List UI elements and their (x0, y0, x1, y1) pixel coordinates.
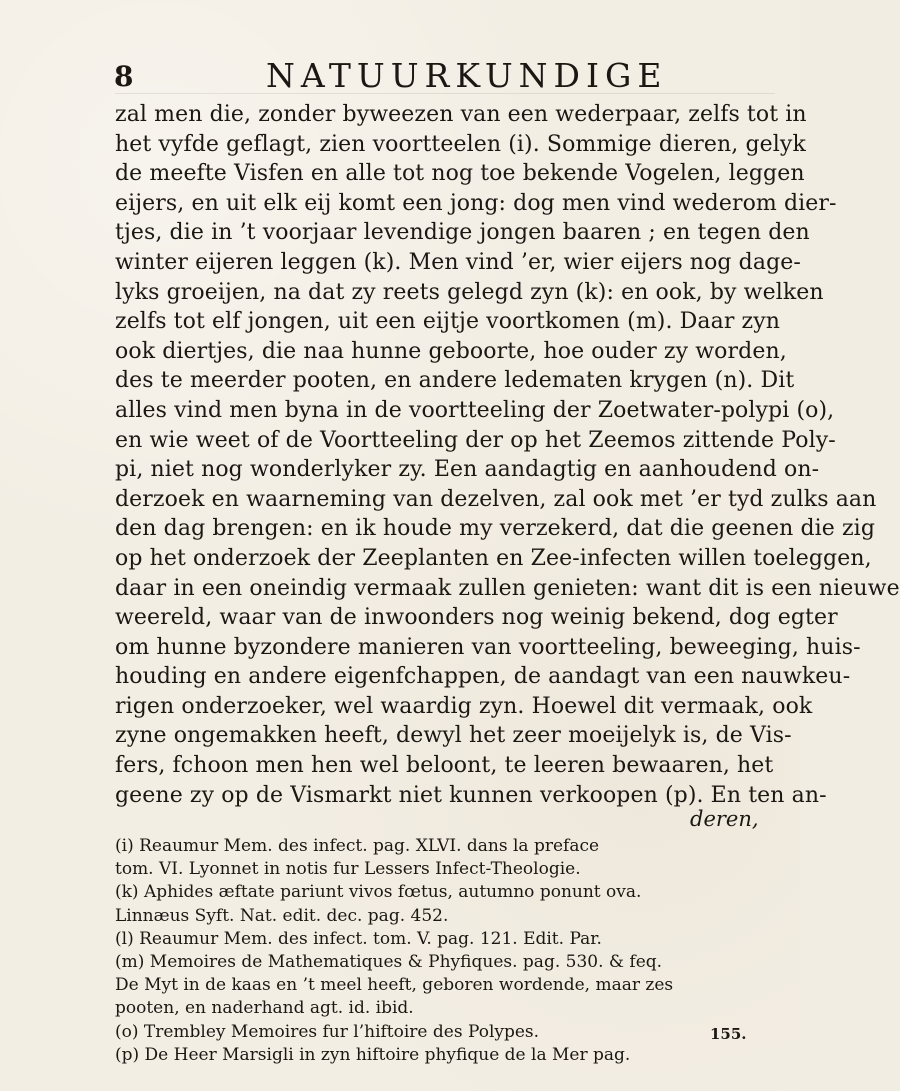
main-text-line: geene zy op de Vismarkt niet kunnen verkoopen (p). En ten an- (115, 782, 827, 808)
footnote-line: (k) Aphides æftate pariunt vivos fœtus, autumno ponunt ova. (115, 882, 642, 903)
page-header (114, 52, 672, 95)
main-text-line: daar in een oneindig vermaak zullen genieten: want dit is een nieuwe (115, 575, 900, 601)
footnote-line: (l) Reaumur Mem. des infect. tom. V. pag. 121. Edit. Par. (115, 928, 602, 949)
main-text-line: en wie weet of de Voortteeling der op het Zeemos zittende Poly- (115, 427, 836, 453)
main-text-line: alles vind men byna in de voortteeling der Zoetwater-polypi (o), (115, 397, 835, 423)
footnote-line: pooten, en naderhand agt. id. ibid. (115, 998, 414, 1019)
main-text-line: weereld, waar van de inwoonders nog weinig bekend, dog egter (115, 605, 838, 631)
main-text-line: winter eijeren leggen (k). Men vind ’er, wier eijers nog dage- (115, 249, 801, 275)
catchword: deren, (690, 807, 759, 831)
main-text-line: eijers, en uit elk eij komt een jong: dog men vind wederom dier- (115, 190, 837, 216)
main-text-line: houding en andere eigenfchappen, de aandagt van een nauwkeu- (115, 664, 851, 690)
main-text-line: zelfs tot elf jongen, uit een eijtje voortkomen (m). Daar zyn (115, 309, 781, 335)
main-text-line: tjes, die in ’t voorjaar levendige jongen baaren ; en tegen den (115, 220, 810, 246)
main-text-line: derzoek en waarneming van dezelven, zal ook met ’er tyd zulks aan (115, 486, 877, 512)
main-text-line: rigen onderzoeker, wel waardig zyn. Hoewel dit vermaak, ook (115, 693, 813, 719)
footnote-line: (p) De Heer Marsigli in zyn hiftoire phyfique de la Mer pag. (115, 1044, 631, 1065)
main-text-line: ook diertjes, die naa hunne geboorte, hoe ouder zy worden, (115, 338, 787, 364)
running-head: NATUURKUNDIGE (266, 56, 668, 95)
footnote-line: (o) Trembley Memoires fur l’hiftoire des Polypes. (115, 1021, 540, 1042)
footnotes (115, 835, 775, 1067)
main-text (115, 100, 900, 810)
footnote-line: (m) Memoires de Mathematiques & Phyfiques. pag. 530. & feq. (115, 951, 663, 972)
main-text-line: op het onderzoek der Zeeplanten en Zee-infecten willen toeleggen, (115, 545, 872, 571)
main-text-line: lyks groeijen, na dat zy reets gelegd zyn (k): en ook, by welken (115, 279, 824, 305)
main-text-line: het vyfde geflagt, zien voortteelen (i). Sommige dieren, gelyk (115, 131, 806, 157)
page-number: 8 (114, 60, 135, 93)
main-text-line: pi, niet nog wonderlyker zy. Een aandagtig en aanhoudend on- (115, 457, 820, 483)
main-text-line: den dag brengen: en ik houde my verzekerd, dat die geenen die zig (115, 516, 875, 542)
footnote-line: Linnæus Syft. Nat. edit. dec. pag. 452. (115, 905, 449, 926)
main-text-line: zyne ongemakken heeft, dewyl het zeer moeijelyk is, de Vis- (115, 723, 792, 749)
footnote-line: De Myt in de kaas en ’t meel heeft, geboren wordende, maar zes (115, 975, 674, 996)
main-text-line: zal men die, zonder byweezen van een wederpaar, zelfs tot in (115, 102, 807, 127)
main-text-line: fers, fchoon men hen wel beloont, te leeren bewaaren, het (115, 753, 774, 779)
footnote-line: (i) Reaumur Mem. des infect. pag. XLVI. dans la preface (115, 836, 600, 856)
footnote-line: tom. VI. Lyonnet in notis fur Lessers Infect-Theologie. (115, 859, 581, 880)
main-text-line: om hunne byzondere manieren van voortteeling, beweeging, huis- (115, 634, 861, 660)
main-text-line: de meefte Visfen en alle tot nog toe bekende Vogelen, leggen (115, 161, 805, 187)
main-text-line: des te meerder pooten, en andere ledematen krygen (n). Dit (115, 368, 795, 394)
header-rule (115, 93, 775, 94)
signature-mark: 155. (710, 1025, 747, 1043)
